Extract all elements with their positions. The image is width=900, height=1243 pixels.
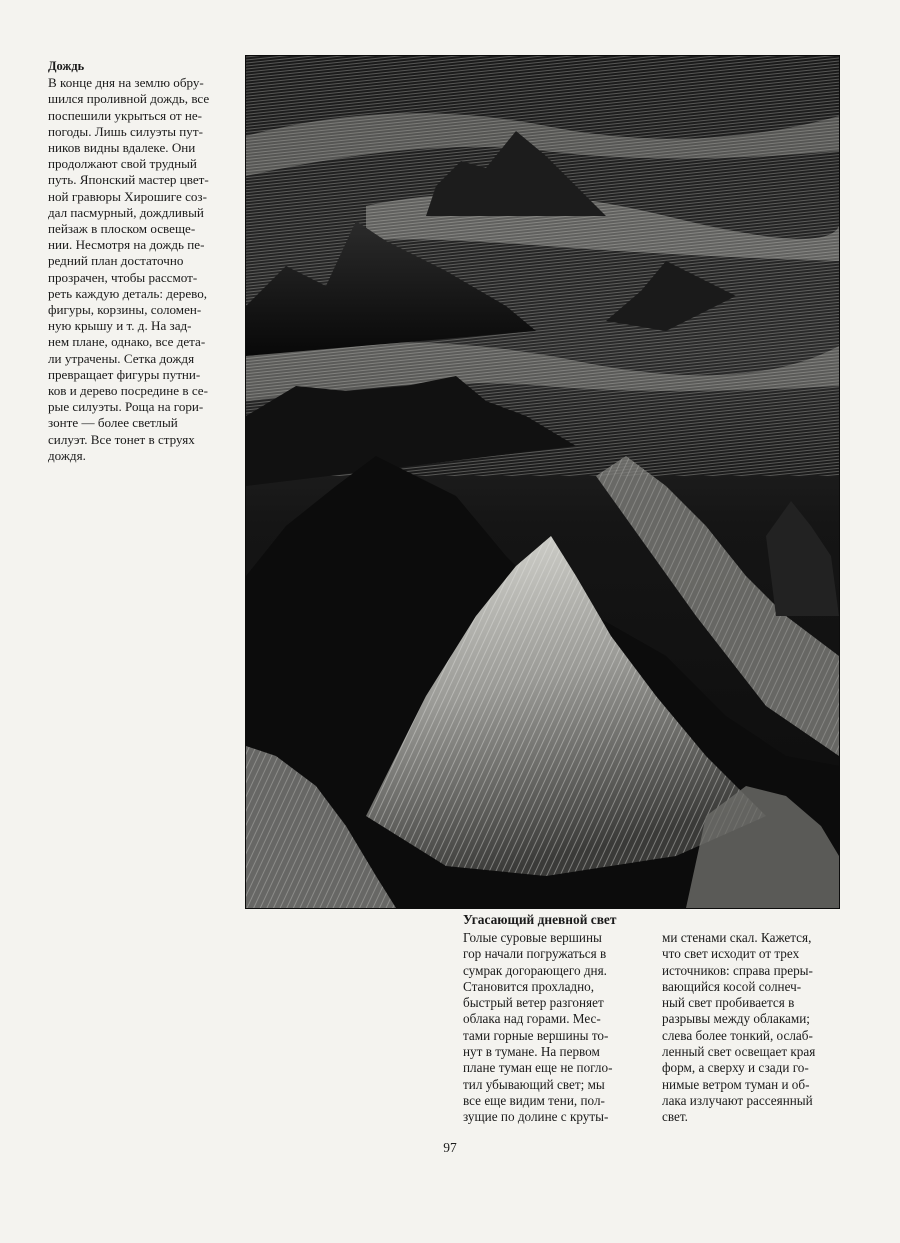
sidebar-line: редний план достаточно xyxy=(48,253,184,269)
mountain-engraving-illustration xyxy=(246,56,839,908)
sidebar-line: ной гравюры Хирошиге соз- xyxy=(48,188,207,204)
caption-line: плане туман еще не погло- xyxy=(463,1060,613,1076)
sidebar-line: погоды. Лишь силуэты пут- xyxy=(48,123,203,139)
sidebar-line: пейзаж в плоском освеще- xyxy=(48,221,196,237)
caption-line: лака излучают рассеянный xyxy=(662,1092,813,1108)
caption-line: Голые суровые вершины xyxy=(463,930,602,945)
caption-line: вающийся косой солнеч- xyxy=(662,978,802,994)
caption-line: разрывы между облаками; xyxy=(662,1011,810,1027)
sidebar-line: реть каждую деталь: дерево, xyxy=(48,285,208,301)
caption-column-left xyxy=(463,930,638,1126)
caption-line: нимые ветром туман и об- xyxy=(662,1076,810,1092)
caption-line: ный свет пробивается в xyxy=(662,995,795,1011)
sidebar-line: прозрачен, чтобы рассмот- xyxy=(48,269,198,285)
sidebar-line: продолжают свой трудный xyxy=(48,156,197,172)
caption-line: тил убывающий свет; мы xyxy=(463,1076,605,1092)
sidebar-line: силуэт. Все тонет в струях xyxy=(48,431,195,447)
sidebar-body xyxy=(48,75,236,464)
sidebar-line: нии. Несмотря на дождь пе- xyxy=(48,237,205,253)
caption-line: что свет исходит от трех xyxy=(662,946,800,962)
caption-line: ленный свет освещает края xyxy=(662,1044,816,1060)
sidebar-line: нем плане, однако, все дета- xyxy=(48,334,206,350)
caption-line: зущие по долине с круты- xyxy=(463,1109,609,1125)
sidebar-line: путь. Японский мастер цвет- xyxy=(48,172,209,188)
sidebar-line: ников видны вдалеке. Они xyxy=(48,140,196,156)
caption-line: форм, а сверху и сзади го- xyxy=(662,1060,809,1076)
sidebar-line: В конце дня на землю обру- xyxy=(48,75,204,91)
caption-line: быстрый ветер разгоняет xyxy=(463,995,604,1011)
sidebar-line: зонте — более светлый xyxy=(48,415,178,431)
sidebar-line: поспешили укрыться от не- xyxy=(48,107,203,123)
caption-line: сумрак догорающего дня. xyxy=(463,962,607,978)
caption-line: нут в тумане. На первом xyxy=(463,1044,600,1060)
sidebar-line: ли утрачены. Сетка дождя xyxy=(48,350,195,366)
sidebar-heading: Дождь xyxy=(48,59,85,73)
caption-line: слева более тонкий, ослаб- xyxy=(662,1027,813,1043)
caption-line: Становится прохладно, xyxy=(463,978,595,994)
sidebar-line: фигуры, корзины, соломен- xyxy=(48,302,202,318)
caption-line: гор начали погружаться в xyxy=(463,946,607,962)
sidebar-line: превращает фигуры путни- xyxy=(48,366,201,382)
sidebar-text-block xyxy=(48,58,236,464)
sidebar-line: дал пасмурный, дождливый xyxy=(48,204,204,220)
caption-column-right xyxy=(662,930,842,1126)
mountain-engraving-svg xyxy=(246,56,839,908)
sidebar-line: дождя. xyxy=(48,447,86,463)
caption-line: облака над горами. Мес- xyxy=(463,1011,601,1027)
caption-line: источников: справа преры- xyxy=(662,962,813,978)
sidebar-line: ную крышу и т. д. На зад- xyxy=(48,318,192,334)
sidebar-line: рые силуэты. Роща на гори- xyxy=(48,399,204,415)
caption-line: тами горные вершины то- xyxy=(463,1027,609,1043)
caption-heading: Угасающий дневной свет xyxy=(463,912,617,927)
page-number: 97 xyxy=(443,1140,457,1155)
sidebar-line: шился проливной дождь, все xyxy=(48,91,210,107)
caption-line: ми стенами скал. Кажется, xyxy=(662,930,812,945)
caption-line: свет. xyxy=(662,1109,688,1125)
caption-line: все еще видим тени, пол- xyxy=(463,1092,605,1108)
sidebar-line: ков и дерево посредине в се- xyxy=(48,383,208,399)
